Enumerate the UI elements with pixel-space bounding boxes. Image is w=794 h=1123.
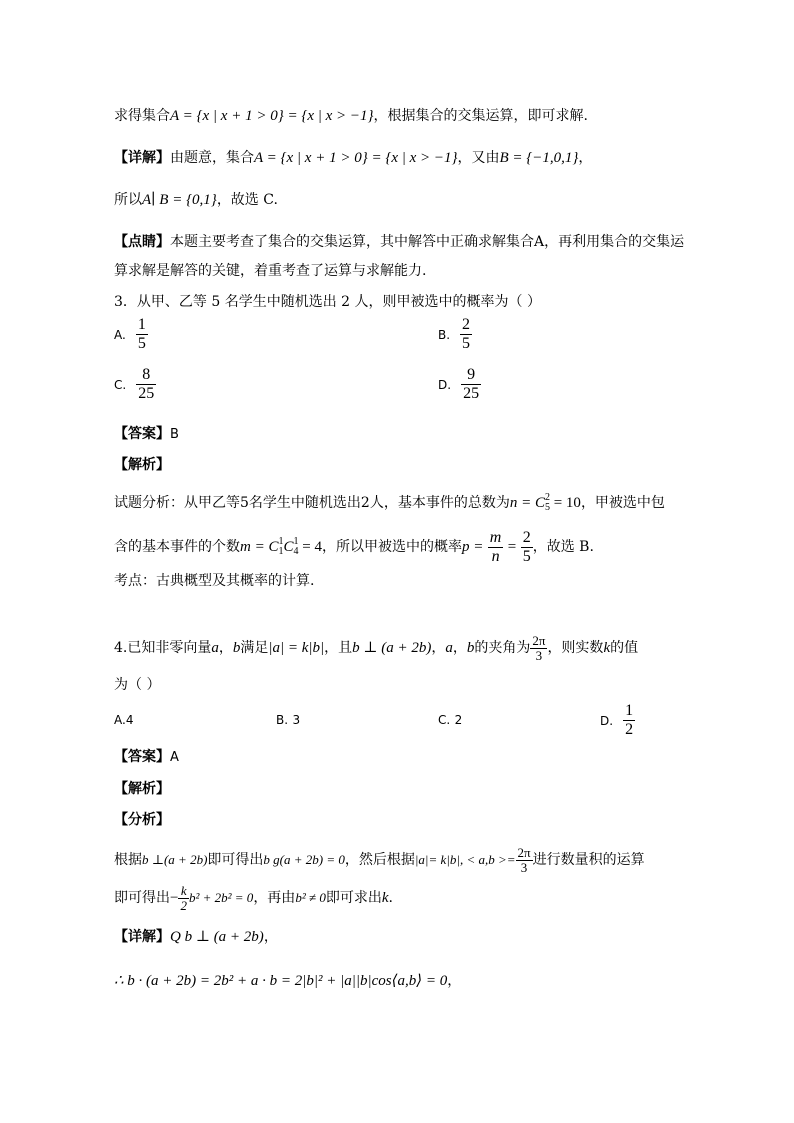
superscript: 1 [278,536,284,547]
vector-b: b [232,640,241,656]
question-text: 3．从甲、乙等 5 名学生中随机选出 2 人，则甲被选中的概率为（ ） [114,294,541,310]
text: ，且 [324,640,353,656]
text: 即可得出 [114,890,170,906]
prev-comment-line1 [114,232,684,252]
q4-option-b [276,712,300,728]
text: 本题主要考查了集合的交集运算，其中解答中正确求解集合A，再利用集合的交集运 [170,234,685,250]
q4-stem-line2 [114,675,160,695]
q3-answer [114,424,179,445]
text: 4.已知非零向量 [114,640,212,656]
formula: b g(a + 2b) = 0 [263,852,345,867]
fraction [178,884,189,913]
text: 根据 [114,852,142,868]
denominator: 3 [535,647,543,663]
q4-option-d [600,702,635,739]
q3-option-d [438,366,481,403]
text: ， [218,640,233,656]
vector-b: b [466,640,475,656]
q3-option-c [114,366,156,403]
q4-answer [114,747,179,768]
text: ， [452,640,467,656]
option-label: C. [438,713,451,727]
text: 即可求出 [325,890,382,906]
fraction [488,529,504,566]
q4-fenxi-tag [114,810,170,830]
text: ，然后根据 [344,852,415,868]
q4-analysis-line2 [114,878,393,918]
text: ，再由 [253,890,296,906]
numerator: 1 [625,702,634,719]
option-fraction [136,316,148,353]
formula: C [283,539,294,555]
denominator: 5 [137,335,146,352]
analysis-tag: 【解析】 [114,457,170,473]
answer-tag: 【答案】 [114,749,170,765]
formula: p = [461,539,484,555]
q4-stem-line1 [114,626,638,670]
text: ，则实数 [547,640,604,656]
text: 求得集合 [114,108,170,124]
option-value: 2 [454,713,463,727]
formula: = 10 [549,495,581,511]
denominator: 3 [520,859,528,875]
numerator: 2 [462,316,471,333]
q4-option-a [114,712,133,728]
detail-tag: 【详解】 [114,929,170,945]
intersection-formula: A∣ B = {0,1} [142,192,217,208]
text: 的夹角为 [474,640,531,656]
prev-detail-line [114,148,592,168]
numerator: m [489,528,502,546]
text: ， [431,640,446,656]
denominator: 5 [462,335,471,352]
numerator: 2 [522,528,531,546]
formula: = [507,539,517,555]
analysis-tag: 【解析】 [114,781,170,797]
subscript: 5 [544,502,550,513]
numerator: 1 [137,316,146,333]
q3-option-b [438,316,472,353]
denominator: n [491,547,500,565]
fraction [521,529,533,566]
formula: ∴ b · (a + 2b) = 2b² + a · b = 2|b|² + |a||b|cos⟨a,b⟩ = 0 [114,973,448,989]
text: ，故选 B. [532,539,594,555]
angle-fraction [530,634,547,663]
option-value: 3 [292,713,301,727]
text: . [388,890,393,906]
text: ， [578,150,593,166]
prev-comment-line2 [114,261,426,281]
denominator: 25 [463,385,480,402]
denominator: 5 [522,547,531,565]
option-label: B. [438,327,451,342]
text: 试题分析：从甲乙等5名学生中随机选出2人，基本事件的总数为 [114,495,510,511]
set-a-formula: A = {x | x + 1 > 0} = {x | x > −1} [254,150,458,166]
text: ，又由 [457,150,500,166]
option-label: B. [276,713,289,727]
formula: |a| = k|b| [268,640,325,656]
formula: b² + 2b² = 0 [188,890,254,905]
formula: Q b ⊥ (a + 2b) [170,929,264,945]
denominator: 2 [625,721,634,738]
text: ，故选 C. [216,192,278,208]
q4-option-c [438,712,462,728]
option-label: D. [438,377,452,392]
option-fraction [460,316,472,353]
q4-detail-line2 [114,971,461,991]
text: 由题意，集合 [170,150,254,166]
q3-stem [114,292,541,312]
superscript: 2 [544,492,550,503]
text: 含的基本事件的个数 [114,539,240,555]
q3-solution-line2 [114,527,594,567]
denominator: 25 [138,385,155,402]
variable-k: k [603,640,611,656]
text: 满足 [240,640,269,656]
variable-k: k [381,890,389,906]
text: ，甲被选中包 [580,495,665,511]
option-fraction [461,366,481,403]
analysis-subtag: 【分析】 [114,812,170,828]
set-a-formula: A = {x | x + 1 > 0} = {x | x > −1} [170,108,374,124]
text: 即可得出 [207,852,264,868]
q4-analysis-line1 [114,840,645,880]
comment-tag: 【点睛】 [114,234,170,250]
formula: n = C [509,495,545,511]
subscript: 4 [293,546,299,557]
angle-fraction [516,846,533,875]
text: 为（ ） [114,677,161,693]
text: ，根据集合的交集运算，即可求解. [373,108,588,124]
q4-analysis-tag [114,779,170,799]
formula: |a|= k|b|, < a,b >= [414,852,516,867]
formula: − [170,890,179,906]
text: 进行数量积的运算 [532,852,645,868]
formula: m = C [240,539,279,555]
q3-point [114,571,314,591]
set-b-formula: B = {−1,0,1} [499,150,579,166]
numerator: k [178,884,189,899]
numerator: 2π [532,632,546,648]
option-value: 4 [125,713,134,727]
formula: = 4 [298,539,322,555]
vector-a: a [211,640,219,656]
numerator: 9 [461,366,481,385]
vector-a: a [445,640,453,656]
option-label: C. [114,377,127,392]
subscript: 1 [278,546,284,557]
q3-option-a [114,316,148,353]
text: 算求解是解答的关键，着重考查了运算与求解能力. [114,263,427,279]
text: 的值 [610,640,639,656]
option-fraction [136,366,156,403]
q3-analysis-tag [114,455,170,475]
answer-value: B [170,427,179,442]
text: ， [447,973,462,989]
option-fraction [623,702,635,739]
formula: b ⊥ (a + 2b) [352,640,432,656]
text: ， [263,929,278,945]
formula: b² ≠ 0 [295,890,326,905]
q3-solution-line1 [114,493,665,513]
prev-solution-line [114,106,588,126]
text: 考点：古典概型及其概率的计算. [114,573,315,589]
answer-value: A [170,750,179,765]
q4-detail-line1 [114,927,278,947]
numerator: 8 [136,366,156,385]
superscript: 1 [293,536,299,547]
formula: b ⊥(a + 2b) [142,852,208,867]
option-label: D. [600,713,614,728]
text: 所以 [114,192,142,208]
detail-tag: 【详解】 [114,150,170,166]
text: ，所以甲被选中的概率 [321,539,462,555]
answer-tag: 【答案】 [114,426,170,442]
option-label: A. [114,327,126,342]
option-label: A. [114,713,126,727]
denominator: 2 [180,897,187,913]
prev-conclusion-line [114,190,278,210]
numerator: 2π [517,844,531,860]
